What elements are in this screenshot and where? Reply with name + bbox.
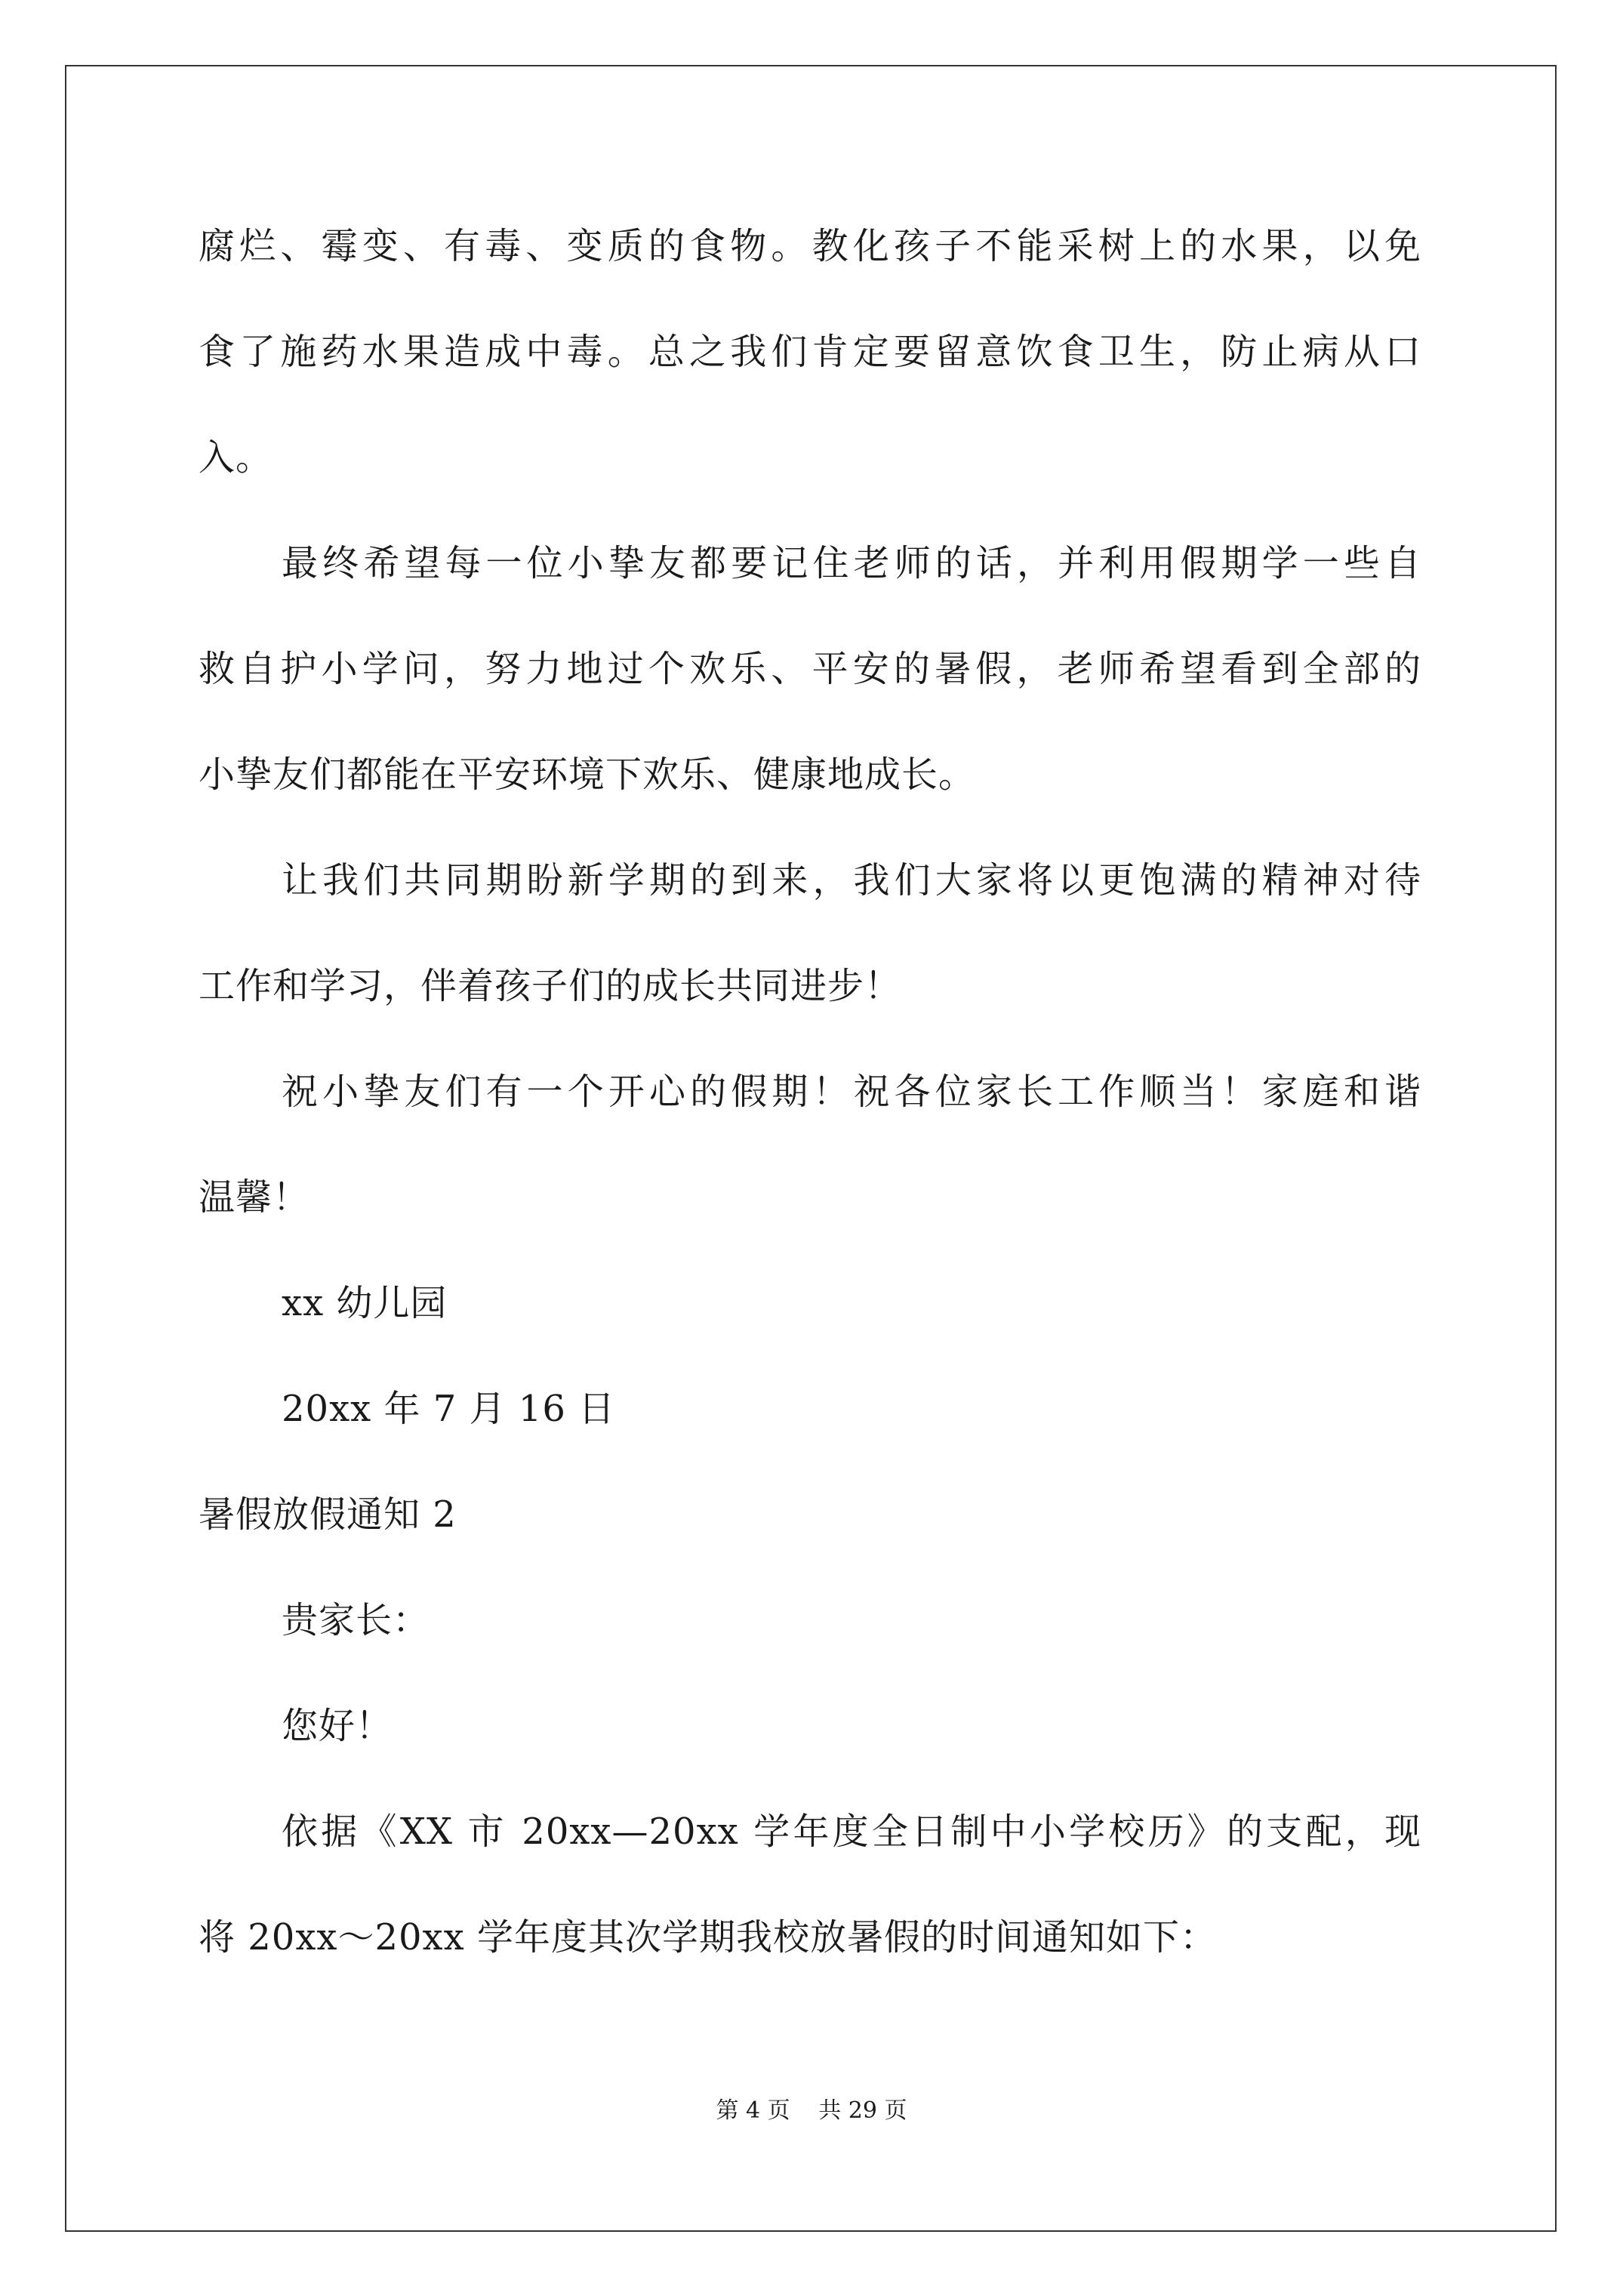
text-line: 最终希望每一位小挚友都要记住老师的话，并利用假期学一些自 xyxy=(282,542,1421,584)
text-line: 小挚友们都能在平安环境下欢乐、健康地成长。 xyxy=(199,754,976,796)
text-line: 食了施药水果造成中毒。总之我们肯定要留意饮食卫生，防止病从口 xyxy=(199,331,1421,373)
text-line: 祝小挚友们有一个开心的假期！祝各位家长工作顺当！家庭和谐 xyxy=(282,1071,1421,1113)
page-total: 共 29 页 xyxy=(818,2097,907,2124)
page-footer xyxy=(0,2096,1623,2126)
signature-org: xx 幼儿园 xyxy=(282,1282,448,1324)
greeting: 您好！ xyxy=(282,1705,393,1747)
text-line: 让我们共同期盼新学期的到来，我们大家将以更饱满的精神对待 xyxy=(282,859,1421,901)
salutation: 贵家长： xyxy=(282,1599,430,1641)
text-line: 工作和学习，伴着孩子们的成长共同进步！ xyxy=(199,965,902,1007)
text-line: 入。 xyxy=(199,436,273,479)
text-line: 救自护小学问，努力地过个欢乐、平安的暑假，老师希望看到全部的 xyxy=(199,648,1421,690)
page-border xyxy=(65,65,1557,2232)
section-heading: 暑假放假通知 2 xyxy=(199,1493,457,1536)
text-line: 温馨！ xyxy=(199,1176,310,1219)
signature-date: 20xx 年 7 月 16 日 xyxy=(282,1388,616,1430)
page-number: 第 4 页 xyxy=(716,2097,790,2124)
text-line: 腐烂、霉变、有毒、变质的食物。教化孩子不能采树上的水果，以免 xyxy=(199,225,1421,267)
text-line: 依据《XX 市 20xx—20xx 学年度全日制中小学校历》的支配，现 xyxy=(282,1811,1421,1853)
text-line: 将 20xx～20xx 学年度其次学期我校放暑假的时间通知如下： xyxy=(199,1916,1217,1959)
